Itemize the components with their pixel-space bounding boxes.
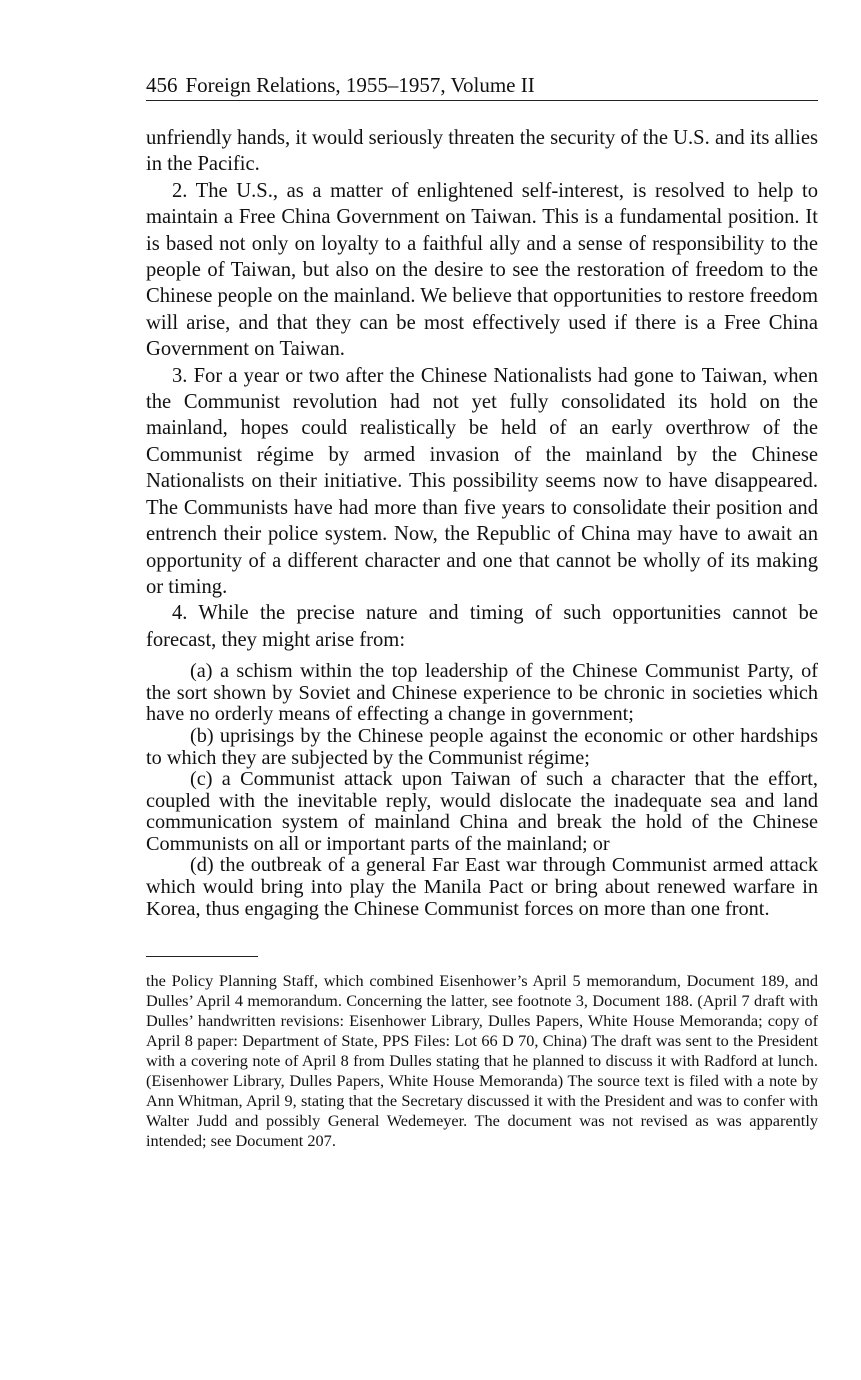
running-head <box>146 72 818 101</box>
body-text <box>146 125 818 653</box>
list-item-b: (b) uprisings by the Chinese people against the economic or other hardships to which they are subjected by the Communist régime; <box>146 724 818 769</box>
page-number: 456 <box>146 73 178 97</box>
list-item-c: (c) a Communist attack upon Taiwan of such a character that the effort, coupled with the inevitable reply, would dislocate the inadequate sea and land communication system of mainland China and break the hold of the Chinese Communists on all or important parts of the mainland; or <box>146 768 818 855</box>
list-item-d: (d) the outbreak of a general Far East war through Communist armed attack which would bring into play the Manila Pact or bring about renewed warfare in Korea, thus engaging the Chinese Communist forces on more than one front. <box>146 854 818 920</box>
footnote: the Policy Planning Staff, which combined Eisenhower’s April 5 memorandum, Document 189, and Dulles’ April 4 memorandum. Concerning the latter, see footnote 3, Document 188. (April 7 draft with Dulles’ handwritten revisions: Eisenhower Library, Dulles Papers, White House Memoranda; copy of April 8 paper: Department of State, PPS Files: Lot 66 D 70, China) The draft was sent to the President with a covering note of April 8 from Dulles stating that he planned to discuss it with Radford at lunch. (Eisenhower Library, Dulles Papers, White House Memoranda) The source text is filed with a note by Ann Whitman, April 9, stating that the Secretary discussed it with the President and was to confer with Walter Judd and possibly General Wedemeyer. The document was not revised as was apparently intended; see Document 207. <box>146 971 818 1151</box>
document-page <box>146 72 818 1168</box>
paragraph-4: 4. While the precise nature and timing of such opportunities cannot be forecast, they might arise from: <box>146 602 818 651</box>
continuation-paragraph: unfriendly hands, it would seriously threaten the security of the U.S. and its allies in the Pacific. <box>146 127 818 176</box>
volume-title: Foreign Relations, 1955–1957, Volume II <box>185 73 535 97</box>
footnote-divider <box>146 956 258 957</box>
list-item-a: (a) a schism within the top leadership of the Chinese Communist Party, of the sort shown by Soviet and Chinese experience to be chronic in societies which have no orderly means of effecting a change in government; <box>146 660 818 726</box>
paragraph-3: 3. For a year or two after the Chinese Nationalists had gone to Taiwan, when the Communist revolution had not yet fully consolidated its hold on the mainland, hopes could realistically be held of an early overthrow of the Communist régime by armed invasion of the mainland by the Chinese Nationalists on their initiative. This possibility seems now to have disappeared. The Communists have had more than five years to consolidate their position and entrench their police system. Now, the Republic of China may have to await an opportunity of a different character and one that cannot be wholly of its making or timing. <box>146 364 818 598</box>
opportunity-list <box>146 661 818 920</box>
paragraph-2: 2. The U.S., as a matter of enlightened self-interest, is resolved to help to maintain a Free China Government on Taiwan. This is a fundamental position. It is based not only on loyalty to a faithful ally and a sense of responsibility to the people of Taiwan, but also on the desire to see the restoration of freedom to the Chinese people on the mainland. We believe that opportunities to restore freedom will arise, and that they can be most effectively used if there is a Free China Government on Taiwan. <box>146 179 818 361</box>
